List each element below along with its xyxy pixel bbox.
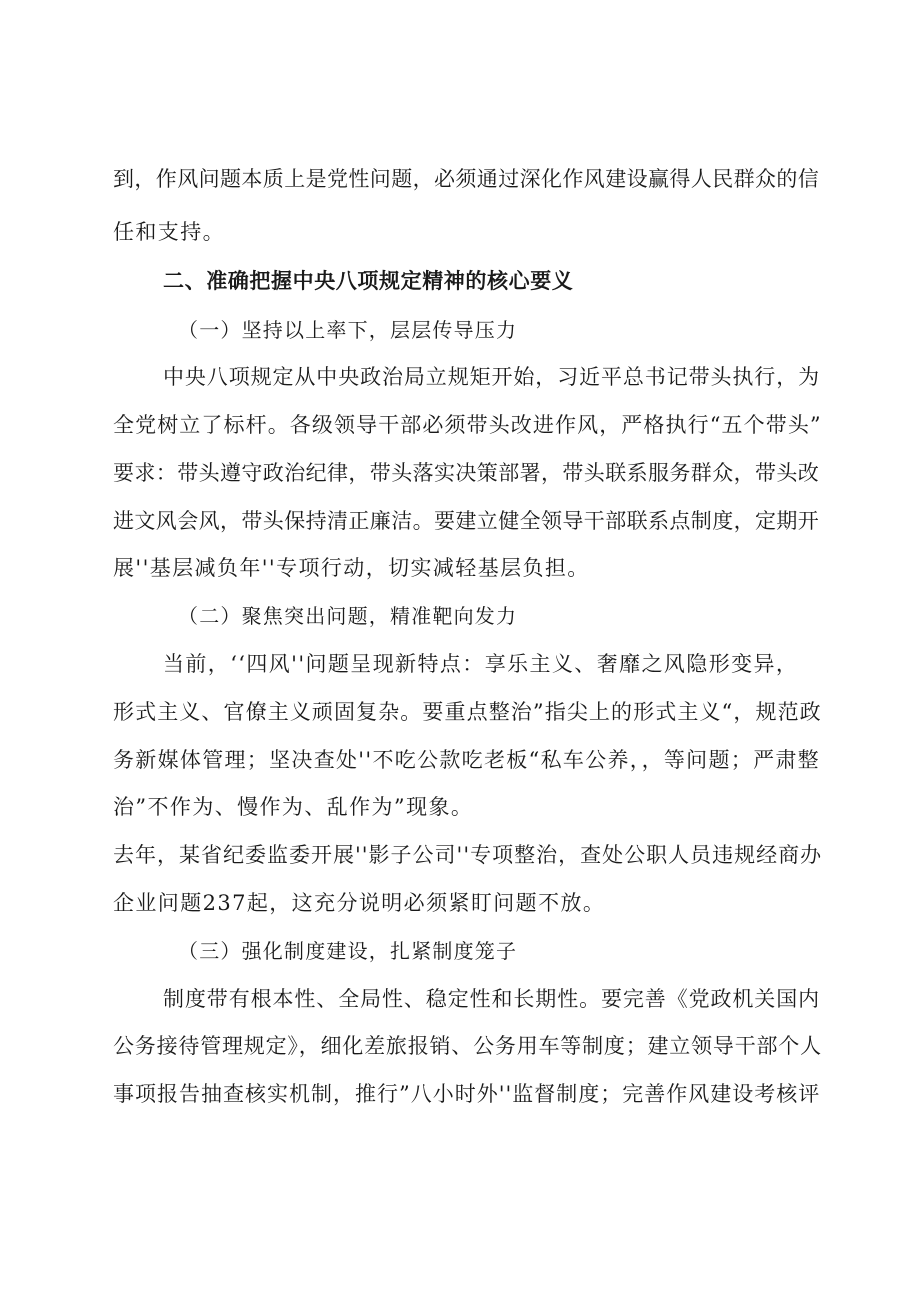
body-text-line: 全党树立了标杆。各级领导干部必须带头改进作风，严格执行“五个带头” [113,413,822,437]
section-heading: 二、准确把握中央八项规定精神的核心要义 [163,269,574,293]
subsection-heading: （二）聚焦突出问题，精准靶向发力 [178,604,518,628]
body-text-line: 企业问题237起，这充分说明必须紧盯问题不放。 [113,891,606,915]
body-text-line: 制度带有根本性、全局性、稳定性和长期性。要完善《党政机关国内 [163,987,820,1011]
body-text-line: 形式主义、官僚主义顽固复杂。要重点整治”指尖上的形式主义“，规范政 [113,700,822,724]
subsection-heading: （三）强化制度建设，扎紧制度笼子 [178,939,518,963]
body-text-line: 展''基层减负年''专项行动，切实减轻基层负担。 [113,556,590,580]
body-text-line: 公务接待管理规定》，细化差旅报销、公务用车等制度；建立领导干部个人 [113,1034,822,1058]
body-text-line: 进文风会风，带头保持清正廉洁。要建立健全领导干部联系点制度，定期开 [113,509,820,533]
subsection-heading: （一）坚持以上率下，层层传导压力 [178,318,518,342]
body-text-line: 到，作风问题本质上是党性问题，必须通过深化作风建设赢得人民群众的信 [113,167,820,191]
body-text-line: 治”不作为、慢作为、乱作为”现象。 [113,795,474,819]
body-text-line: 当前，‘‘四风''问题呈现新特点：享乐主义、奢靡之风隐形变异， [163,652,799,676]
body-text-line: 事项报告抽查核实机制，推行”八小时外''监督制度；完善作风建设考核评 [113,1082,821,1106]
body-text-line: 要求：带头遵守政治纪律，带头落实决策部署，带头联系服务群众，带头改 [113,461,820,485]
body-text-line: 务新媒体管理；坚决查处''不吃公款吃老板“私车公养，，等问题；严肃整 [113,748,820,772]
body-text-line: 中央八项规定从中央政治局立规矩开始，习近平总书记带头执行，为 [163,365,820,389]
body-text-line: 任和支持。 [113,220,225,244]
body-text-line: 去年，某省纪委监委开展''影子公司''专项整治，查处公职人员违规经商办 [113,843,823,867]
